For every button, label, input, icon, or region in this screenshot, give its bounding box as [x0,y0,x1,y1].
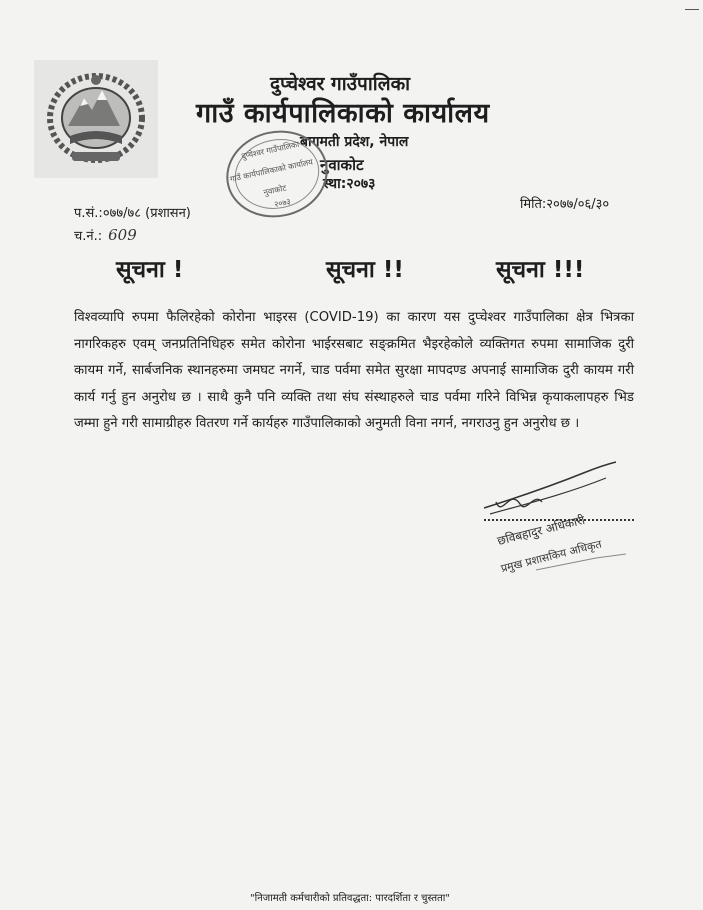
office-stamp [222,126,332,222]
province-line: बागमती प्रदेश, नेपाल [300,134,409,150]
notice-heading-1: सूचना ! [116,257,184,283]
stamp-line-year: २०७३ [273,196,292,210]
established-line: स्था:२०७३ [323,176,376,192]
notice-body-text: विश्वव्यापि रुपमा फैलिरहेको कोरोना भाइरस (COVID-19) का कारण यस दुप्चेश्वर गाउँपालिका क्षेत्र भित्रका नागरिकहरु एवम् जनप्रतिनिधिहरु समेत कोरोना भाईरसबाट सङ्क्रमित भैइरहेकोले व्यक्तिगत रुपमा सामाजिक दुरी कायम गर्ने, सार्बजनिक स्थानहरुमा जमघट नगर्ने, चाड पर्वमा समेत सुरक्षा मापदण्ड अपनाई सामाजिक दुरी कायम गरी कार्य गर्नु हुन अनुरोध छ । साथै कुनै पनि व्यक्ति तथा संघ संस्थाहरुले चाड पर्वमा गरिने विभिन्न कृयाकलापहरु भिड जम्मा हुने गरी सामाग्रीहरु वितरण गर्ने कार्यहरु गाउँपालिकाको अनुमती विना नगर्न, नगराउनु हुन अनुरोध छ । [74,310,634,432]
stamp-line-mid: गाउँ कार्यपालिकाको कार्यालय [229,157,314,184]
corner-mark [685,9,699,10]
stamp-line-top: दुप्चेश्वर गाउँपालिका [240,139,300,161]
notice-heading-2: सूचना !! [326,257,404,283]
municipality-name: दुप्चेश्वर गाउँपालिका [270,73,411,95]
nepal-emblem-icon [34,60,158,178]
office-title: गाउँ कार्यपालिकाको कार्यालय [196,98,490,129]
signature-block [476,458,658,578]
signature-name: छविबहादुर अधिकारी [495,512,587,549]
cn-label: च.नं.: [74,229,103,244]
reference-cn [74,226,137,244]
footer-slogan: "निजामती कर्मचारीको प्रतिवद्धता: पारदर्शिता र चुस्तता" [250,893,450,904]
signature-title: प्रमुख प्रशासकिय अधिकृत [499,537,603,576]
reference-date: मिति:२०७७/०६/३० [520,197,610,212]
signature-line [484,519,634,521]
cn-handwritten-number: 609 [108,226,137,244]
notice-heading-3: सूचना !!! [496,257,585,283]
reference-ps-number: प.सं.:०७७/७८ (प्रशासन) [74,206,191,221]
stamp-line-place: नुवाकोट [262,183,288,198]
district-line: नुवाकोट [320,156,364,174]
